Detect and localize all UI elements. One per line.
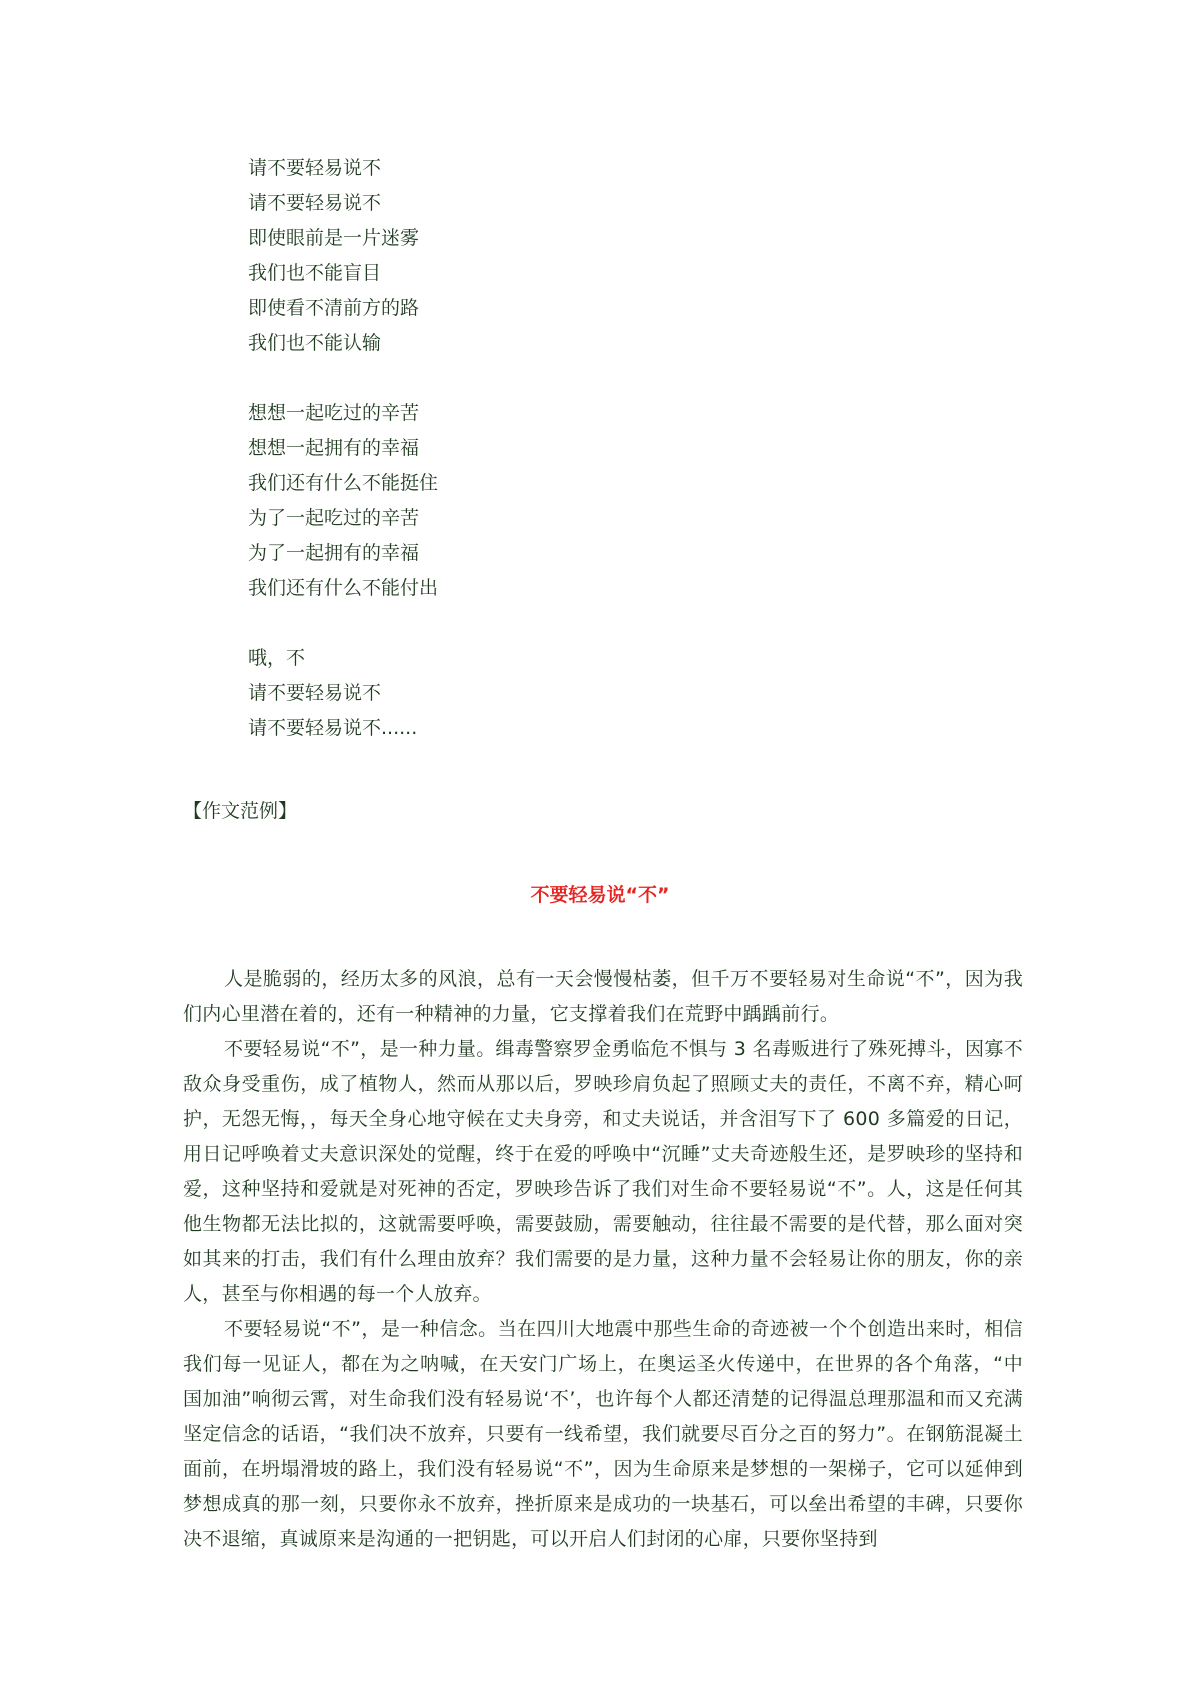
essay-paragraph: 不要轻易说“不”，是一种信念。当在四川大地震中那些生命的奇迹被一个个创造出来时，相信我们每一见证人，都在为之呐喊，在天安门广场上，在奥运圣火传递中，在世界的各个角落，“中国加油”响彻云霄，对生命我们没有轻易说‘不’，也许每个人都还清楚的记得温总理那温和而又充满坚定信念的话语，“我们决不放弃，只要有一线希望，我们就要尽百分之百的努力”。在钢筋混凝土面前，在坍塌滑坡的路上，我们没有轻易说“不”，因为生命原来是梦想的一架梯子，它可以延伸到梦想成真的那一刻，只要你永不放弃，挫折原来是成功的一块基石，可以垒出希望的丰碑，只要你决不退缩，真诚原来是沟通的一把钥匙，可以开启人们封闭的心扉，只要你坚持到 xyxy=(183,1318,1023,1550)
poem xyxy=(248,151,948,746)
section-label: 【作文范例】 xyxy=(183,800,298,822)
poem-line: 我们还有什么不能挺住 xyxy=(248,472,439,494)
stanza-gap xyxy=(248,361,948,396)
poem-line: 我们也不能盲目 xyxy=(248,262,382,284)
essay-paragraph: 不要轻易说“不”，是一种力量。缉毒警察罗金勇临危不惧与 3 名毒贩进行了殊死搏斗，因寡不敌众身受重伤，成了植物人，然而从那以后，罗映珍肩负起了照顾丈夫的责任，不离不弃，精心呵护，无怨无悔，，每天全身心地守候在丈夫身旁，和丈夫说话，并含泪写下了 600 多篇爱的日记，用日记呼唤着丈夫意识深处的觉醒，终于在爱的呼唤中“沉睡”丈夫奇迹般生还，是罗映珍的坚持和爱，这种坚持和爱就是对死神的否定，罗映珍告诉了我们对生命不要轻易说“不”。人，这是任何其他生物都无法比拟的，这就需要呼唤，需要鼓励，需要触动，往往最不需要的是代替，那么面对突如其来的打击，我们有什么理由放弃？我们需要的是力量，这种力量不会轻易让你的朋友，你的亲人，甚至与你相遇的每一个人放弃。 xyxy=(183,1038,1023,1305)
poem-line: 即使眼前是一片迷雾 xyxy=(248,227,420,249)
poem-line: 请不要轻易说不 xyxy=(248,682,382,704)
poem-line: 为了一起吃过的辛苦 xyxy=(248,507,420,529)
poem-line: 请不要轻易说不...... xyxy=(248,717,418,739)
poem-line: 我们还有什么不能付出 xyxy=(248,577,439,599)
poem-line: 想想一起拥有的幸福 xyxy=(248,437,420,459)
poem-stanza xyxy=(248,151,948,361)
stanza-gap xyxy=(248,606,948,641)
poem-stanza xyxy=(248,641,948,746)
poem-stanza xyxy=(248,396,948,606)
poem-line: 为了一起拥有的幸福 xyxy=(248,542,420,564)
poem-line: 哦，不 xyxy=(248,647,306,669)
poem-line: 请不要轻易说不 xyxy=(248,157,382,179)
poem-line: 我们也不能认输 xyxy=(248,332,382,354)
essay-paragraph: 人是脆弱的，经历太多的风浪，总有一天会慢慢枯萎，但千万不要轻易对生命说“不”，因为我们内心里潜在着的，还有一种精神的力量，它支撑着我们在荒野中踽踽前行。 xyxy=(183,968,1023,1025)
poem-line: 即使看不清前方的路 xyxy=(248,297,420,319)
essay-body xyxy=(183,962,1023,1557)
essay-title: 不要轻易说“不” xyxy=(530,884,670,906)
poem-line: 想想一起吃过的辛苦 xyxy=(248,402,420,424)
poem-line: 请不要轻易说不 xyxy=(248,192,382,214)
